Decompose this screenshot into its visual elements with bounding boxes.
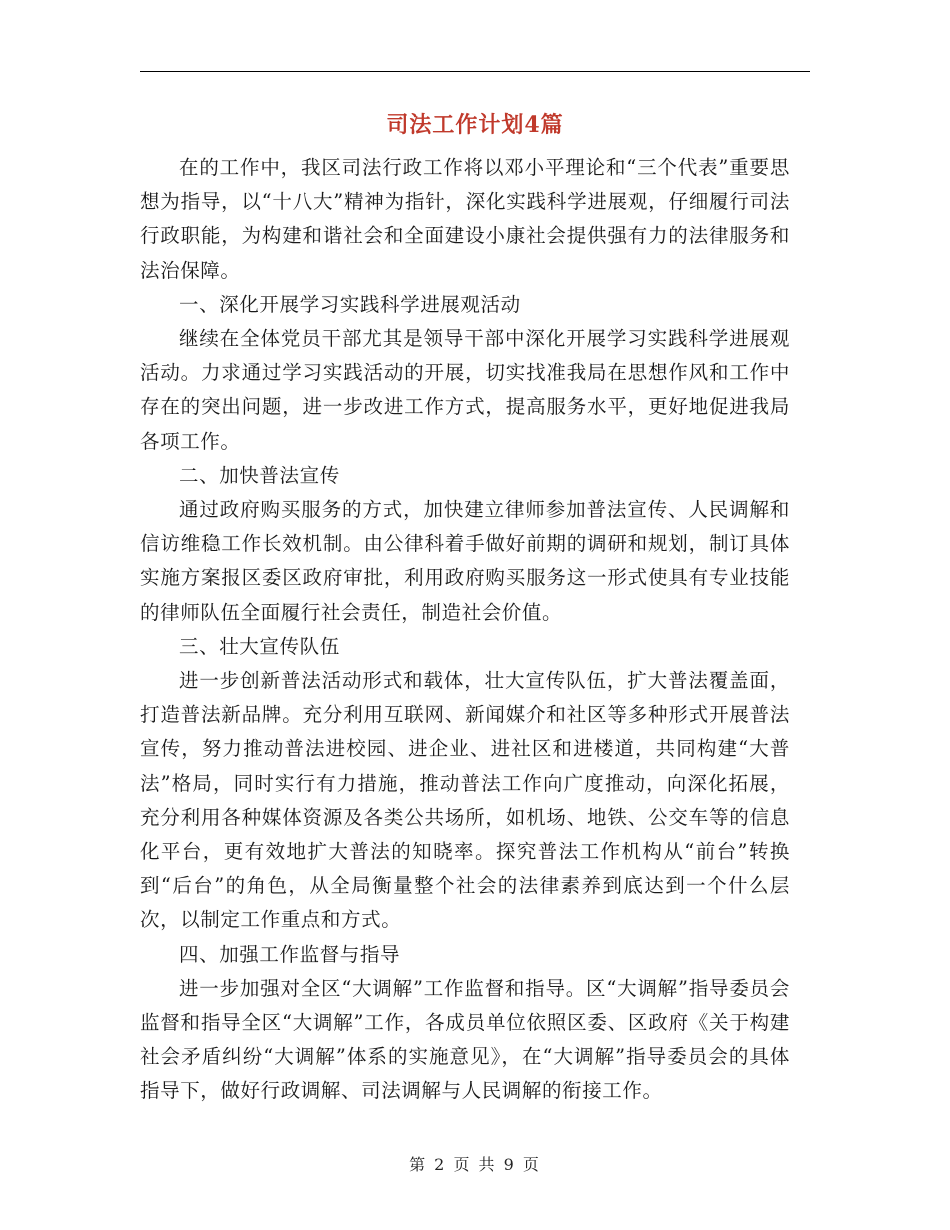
intro-paragraph: 在的工作中，我区司法行政工作将以邓小平理论和“三个代表”重要思想为指导，以“十八大”精神为指针，深化实践科学进展观，仔细履行司法行政职能，为构建和谐社会和全面建设小康社会提供强有力的法律服务和法治保障。: [140, 156, 790, 282]
document-body: [140, 151, 790, 1109]
section-heading-4: 四、加强工作监督与指导: [179, 942, 401, 966]
section-body-3: 进一步创新普法活动形式和载体，壮大宣传队伍，扩大普法覆盖面，打造普法新品牌。充分利用互联网、新闻媒介和社区等多种形式开展普法宣传，努力推动普法进校园、进企业、进社区和进楼道，共同构建“大普法”格局，同时实行有力措施，推动普法工作向广度推动，向深化拓展，充分利用各种媒体资源及各类公共场所，如机场、地铁、公交车等的信息化平台，更有效地扩大普法的知晓率。探究普法工作机构从“前台”转换到“后台”的角色，从全局衡量整个社会的法律素养到底达到一个什么层次，以制定工作重点和方式。: [140, 669, 790, 932]
section-body-2: 通过政府购买服务的方式，加快建立律师参加普法宣传、人民调解和信访维稳工作长效机制。由公律科着手做好前期的调研和规划，制订具体实施方案报区委区政府审批，利用政府购买服务这一形式使具有专业技能的律师队伍全面履行社会责任，制造社会价值。: [140, 498, 790, 624]
section-heading-1: 一、深化开展学习实践科学进展观活动: [179, 292, 521, 316]
page-number: 第 2 页 共 9 页: [409, 1155, 541, 1174]
section-body-1: 继续在全体党员干部尤其是领导干部中深化开展学习实践科学进展观活动。力求通过学习实践活动的开展，切实找准我局在思想作风和工作中存在的突出问题，进一步改进工作方式，提高服务水平，更好地促进我局各项工作。: [140, 327, 790, 453]
header-rule: [140, 71, 810, 72]
document-title: 司法工作计划4篇: [386, 112, 564, 138]
section-body-4: 进一步加强对全区“大调解”工作监督和指导。区“大调解”指导委员会监督和指导全区“大调解”工作，各成员单位依照区委、区政府《关于构建社会矛盾纠纷“大调解”体系的实施意见》，在“大调解”指导委员会的具体指导下，做好行政调解、司法调解与人民调解的衔接工作。: [140, 976, 790, 1103]
section-heading-2: 二、加快普法宣传: [179, 463, 340, 487]
section-heading-3: 三、壮大宣传队伍: [179, 634, 340, 658]
